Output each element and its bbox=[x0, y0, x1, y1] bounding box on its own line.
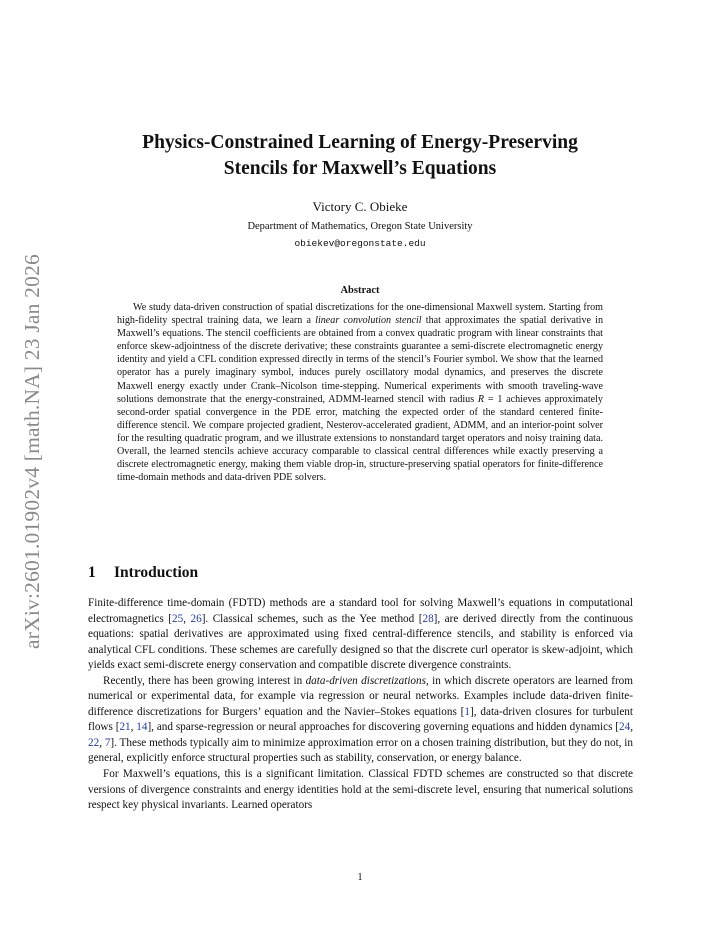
title-line-2: Stencils for Maxwell’s Equations bbox=[223, 158, 497, 179]
arxiv-identifier-stamp bbox=[10, 246, 54, 656]
abstract-heading: Abstract bbox=[340, 285, 380, 296]
citation-link[interactable]: 26 bbox=[190, 612, 202, 625]
section-heading-introduction bbox=[88, 564, 632, 582]
section-number: 1 bbox=[88, 564, 96, 581]
page-number: 1 bbox=[357, 872, 363, 883]
citation-link[interactable]: 14 bbox=[136, 721, 148, 734]
citation-link[interactable]: 7 bbox=[104, 736, 111, 749]
citation-link[interactable]: 22 bbox=[88, 736, 100, 749]
citation-link[interactable]: 24 bbox=[619, 721, 631, 734]
introduction-body bbox=[88, 596, 633, 814]
author-affiliation: Department of Mathematics, Oregon State University bbox=[247, 221, 473, 232]
radius-symbol: R bbox=[477, 393, 485, 405]
intro-paragraph-3: For Maxwell’s equations, this is a significant limitation. Classical FDTD schemes are constructed so that discrete versions of divergence constraints and energy identities hold at the semi-discrete level, ensuring that numerical solutions respect key physical invariants. Learned operators bbox=[88, 768, 633, 812]
title-line-1: Physics-Constrained Learning of Energy-Preserving bbox=[142, 132, 578, 153]
citation-link[interactable]: 25 bbox=[172, 612, 184, 625]
citation-link[interactable]: 1 bbox=[464, 705, 471, 718]
author-email: obiekev@oregonstate.edu bbox=[294, 238, 426, 249]
citation-link[interactable]: 28 bbox=[422, 612, 434, 625]
arxiv-id-text: arXiv:2601.01902v4 [math.NA] 23 Jan 2026 bbox=[19, 253, 44, 649]
paper-title bbox=[88, 130, 632, 182]
author-name: Victory C. Obieke bbox=[312, 199, 408, 214]
section-title: Introduction bbox=[114, 564, 199, 581]
intro-paragraph-1: Finite-difference time-domain (FDTD) methods are a standard tool for solving Maxwell’s equations in computational electromagnetics [25, 26]. Classical schemes, such as the Yee method [28], are derived directly from the continuous equations: spatial derivatives are approximated using fixed central-difference stencils, and stability is enforced via analytical CFL conditions. These schemes are carefully designed so that the discrete curl operator is skew-adjoint, which yields exact semi-discrete energy conservation and compatible discrete divergence constraints. bbox=[88, 597, 633, 672]
emphasis-text: data-driven discretizations bbox=[305, 674, 426, 687]
citation-link[interactable]: 21 bbox=[119, 721, 131, 734]
abstract-body: We study data-driven construction of spatial discretizations for the one-dimensional Maxwell system. Starting from high-fidelity spectral training data, we learn a linear convolution stencil that approximates the spatial derivative in Maxwell’s equations. The stencil coefficients are obtained from a convex quadratic program with linear constraints that enforce skew-adjointness of the discrete derivative; these constraints guarantee a semi-discrete electromagnetic energy identity and yield a CFL condition expressed directly in terms of the stencil’s Fourier symbol. We show that the learned operator has a purely imaginary symbol, induces purely oscillatory modal dynamics, and preserves the discrete Maxwell energy exactly under Crank–Nicolson time-stepping. Numerical experiments with smooth traveling-wave solutions demonstrate that the energy-constrained, ADMM-learned stencil with radius R = 1 achieves approximately second-order spatial convergence in the PDE error, matching the expected order of the standard centered finite-difference stencil. We compare projected gradient, Nesterov-accelerated gradient, ADMM, and an interior-point solver for the resulting quadratic program, and we illustrate extensions to nonstandard target operators and noisy training data. Overall, the learned stencils achieve accuracy comparable to classical central differences while exactly preserving a discrete electromagnetic energy, making them viable drop-in, structure-preserving spatial operators for finite-difference time-domain methods and data-driven PDE solvers. bbox=[117, 302, 603, 484]
abstract-emphasis: linear convolution stencil bbox=[315, 315, 422, 327]
intro-paragraph-2: Recently, there has been growing interest in data-driven discretizations, in which discrete operators are learned from numerical or experimental data, for example via regression or neural networks. Examples include data-driven finite-difference discretizations for Burgers’ equation and the Navier–Stokes equations [1], data-driven closures for turbulent flows [21, 14], and sparse-regression or neural approaches for discovering governing equations and hidden dynamics [24, 22, 7]. These methods typically aim to minimize approximation error on a chosen training distribution, but they do not, in general, explicitly enforce structural properties such as stability, conservation, or energy balance. bbox=[88, 674, 634, 765]
